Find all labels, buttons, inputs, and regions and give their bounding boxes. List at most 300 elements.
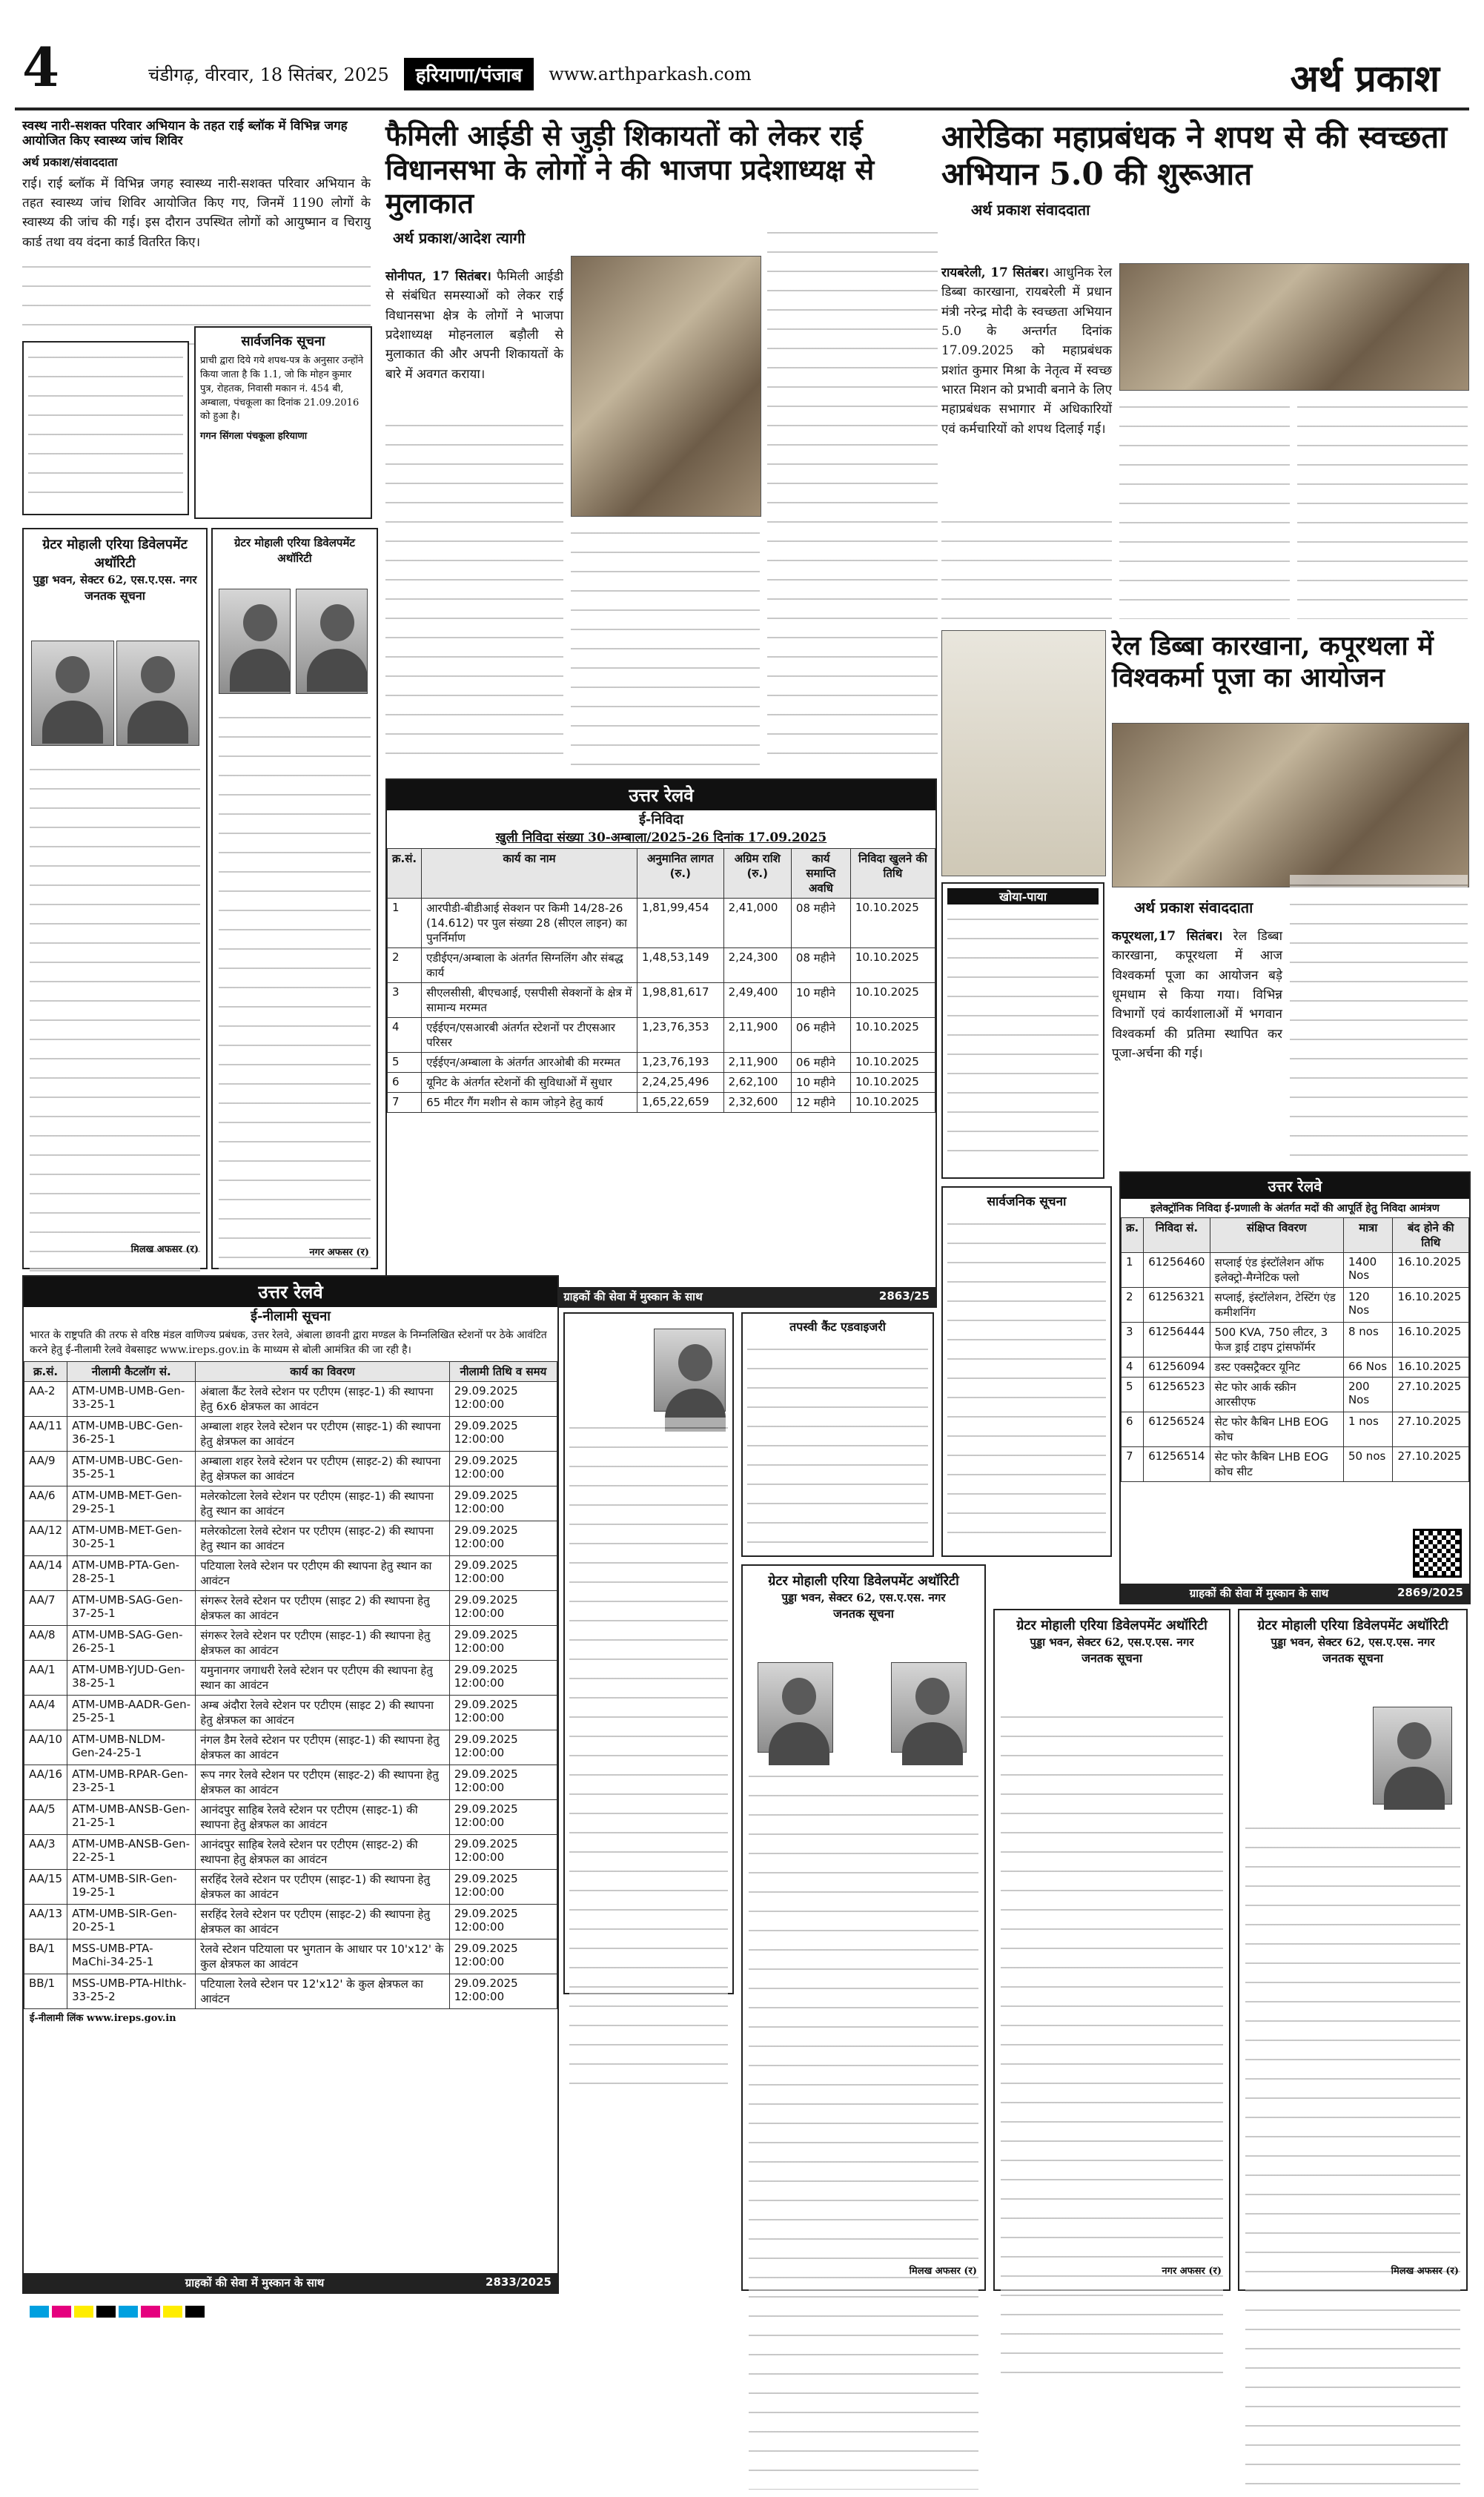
story-vishwakarma-byline: अर्थ प्रकाश संवाददाता	[1134, 899, 1253, 916]
table-row	[1122, 1412, 1469, 1447]
table-cell: 2	[388, 948, 422, 983]
rail-tender-mid-subheader: ई-निविदा	[639, 812, 683, 827]
table-cell: AA/4	[24, 1695, 67, 1730]
print-color-bar	[30, 2306, 205, 2318]
table-row	[1122, 1357, 1469, 1378]
table-cell: 29.09.2025 12:00:00	[449, 1730, 557, 1765]
table-row	[24, 1660, 557, 1695]
table-cell: 1	[388, 899, 422, 948]
table-cell: 29.09.2025 12:00:00	[449, 1416, 557, 1451]
notice-photo-ad	[941, 630, 1106, 876]
table-row	[388, 948, 935, 983]
rail-auction-footer	[24, 2273, 557, 2292]
table-row	[24, 1555, 557, 1590]
table-cell: 5	[388, 1053, 422, 1073]
notice-column-filler	[569, 1418, 728, 2097]
gmada-title: ग्रेटर मोहाली एरिया डिवेलपमेंट अथॉरिटी	[234, 536, 355, 565]
table-cell: सीएलसीसी, बीएचआई, एसपीसी सेक्शनों के क्षेत्र में सामान्य मरम्मत	[422, 983, 637, 1018]
advisory-title: तपस्वी कैंट एडवाइजरी	[789, 1320, 886, 1334]
table-cell: AA/5	[24, 1799, 67, 1834]
signature: मिलख अफसर (र)	[909, 2266, 977, 2278]
table-cell: 08 महीने	[791, 899, 850, 948]
story-left-byline: अर्थ प्रकाश/संवाददाता	[22, 154, 118, 169]
table-cell: 10.10.2025	[850, 1093, 935, 1113]
table-cell: 65 मीटर गैंग मशीन से काम जोड़ने हेतु कार्य	[422, 1093, 637, 1113]
table-cell: 1,65,22,659	[637, 1093, 723, 1113]
masthead	[148, 59, 752, 89]
table-header-cell: अग्रिम राशि (रु.)	[723, 849, 791, 899]
table-cell: रेलवे स्टेशन पटियाला पर भुगतान के आधार पर 10'x12' के कुल क्षेत्रफल का आवंटन	[196, 1939, 449, 1974]
story-family-id-headline: फैमिली आईडी से जुड़ी शिकायतों को लेकर राई विधानसभा के लोगों ने की भाजपा प्रदेशाध्यक्ष से मुलाकात	[385, 119, 875, 220]
table-cell: 2,24,300	[723, 948, 791, 983]
table-row	[24, 1730, 557, 1765]
table-cell: 27.10.2025	[1393, 1412, 1469, 1447]
public-notice-title: सार्वजनिक सूचना	[241, 334, 325, 349]
story-vishwakarma-text: रेल डिब्बा कारखाना, कपूरथला में आज विश्वकर्मा पूजा का आयोजन बड़े धूमधाम से किया गया। विभिन्न विभागों एवं कार्यशालाओं में भगवान विश्वकर्मा की प्रतिमा स्थापित कर पूजा-अर्चना की गई।	[1112, 929, 1283, 1062]
rail-auction-intro: भारत के राष्ट्रपति की तरफ से वरिष्ठ मंडल वाणिज्य प्रबंधक, उत्तर रेलवे, अंबाला छावनी द्वारा मण्डल के निम्नलिखित स्टेशनों पर ठेके आवंटित करने हेतु ई-नीलामी रेलवे वेबसाइट www.ireps.gov.in के माध्यम से बोली आमंत्रित की जा रही है।	[30, 1329, 547, 1357]
avatar	[31, 641, 114, 746]
table-cell: ATM-UMB-ANSB-Gen-21-25-1	[67, 1799, 196, 1834]
table-cell: 06 महीने	[791, 1018, 850, 1053]
story-family-id-filler	[571, 523, 760, 771]
table-header-cell: मात्रा	[1343, 1218, 1393, 1253]
table-row	[1122, 1288, 1469, 1323]
story-swachhta	[941, 119, 1468, 219]
table-row	[24, 1799, 557, 1834]
table-row	[1122, 1253, 1469, 1288]
avatar	[296, 589, 368, 694]
table-row	[24, 1695, 557, 1730]
gmada-notice-4	[993, 1609, 1230, 2291]
table-cell: AA/16	[24, 1765, 67, 1799]
table-row	[388, 983, 935, 1018]
story-swachhta-dateline: रायबरेली, 17 सितंबर।	[941, 265, 1049, 280]
table-cell: 2,24,25,496	[637, 1073, 723, 1093]
table-cell: 2,11,900	[723, 1053, 791, 1073]
table-row	[24, 1625, 557, 1660]
table-cell: 16.10.2025	[1393, 1253, 1469, 1288]
table-row	[24, 1590, 557, 1625]
table-cell: 1400 Nos	[1343, 1253, 1393, 1288]
table-cell: 2,62,100	[723, 1073, 791, 1093]
table-cell: पटियाला रेलवे स्टेशन पर 12'x12' के कुल क्षेत्रफल का आवंटन	[196, 1974, 449, 2008]
gmada-notice-label: जनतक सूचना	[833, 1607, 894, 1621]
table-cell: ATM-UMB-UBC-Gen-36-25-1	[67, 1416, 196, 1451]
story-family-id-filler	[767, 222, 938, 771]
table-cell: 2	[1122, 1288, 1144, 1323]
rail-tender-mid	[385, 778, 937, 1308]
notice-column-mid	[563, 1312, 734, 1994]
table-row	[24, 1939, 557, 1974]
table-cell: आनंदपुर साहिब रेलवे स्टेशन पर एटीएम (साइट-2) की स्थापना हेतु क्षेत्रफल का आवंटन	[196, 1834, 449, 1869]
table-header-cell: नीलामी कैटलॉग सं.	[67, 1361, 196, 1381]
table-cell: रूप नगर रेलवे स्टेशन पर एटीएम (साइट-2) की स्थापना हेतु क्षेत्रफल का आवंटन	[196, 1765, 449, 1799]
table-row	[24, 1869, 557, 1904]
table-cell: नंगल डैम रेलवे स्टेशन पर एटीएम (साइट-1) की स्थापना हेतु क्षेत्रफल का आवंटन	[196, 1730, 449, 1765]
gmada-title: ग्रेटर मोहाली एरिया डिवेलपमेंट अथॉरिटी	[1257, 1618, 1448, 1633]
table-cell: ATM-UMB-PTA-Gen-28-25-1	[67, 1555, 196, 1590]
footer-text: ग्राहकों की सेवा में मुस्कान के साथ	[185, 2276, 325, 2289]
table-row	[388, 899, 935, 948]
table-cell: 61256321	[1144, 1288, 1210, 1323]
rail-tender-mid-header: उत्तर रेलवे	[387, 780, 935, 810]
table-row	[1122, 1323, 1469, 1357]
table-cell: यूनिट के अंतर्गत स्टेशनों की सुविधाओं में सुधार	[422, 1073, 637, 1093]
table-cell: 29.09.2025 12:00:00	[449, 1799, 557, 1834]
rail-auction-table	[24, 1361, 557, 2009]
section-tag: हरियाणा/पंजाब	[404, 58, 534, 90]
story-family-id-photo	[571, 256, 761, 517]
gmada-notice-filler	[749, 1766, 978, 2490]
table-cell: ATM-UMB-MET-Gen-30-25-1	[67, 1521, 196, 1555]
table-cell: ATM-UMB-SIR-Gen-19-25-1	[67, 1869, 196, 1904]
table-cell: AA-2	[24, 1381, 67, 1416]
table-cell: 200 Nos	[1343, 1378, 1393, 1412]
table-cell: AA/11	[24, 1416, 67, 1451]
gmada-sub: पुड्डा भवन, सेक्टर 62, एस.ए.एस. नगर	[1271, 1636, 1435, 1650]
story-family-id-body	[385, 267, 563, 384]
table-cell: पटियाला रेलवे स्टेशन पर एटीएम की स्थापना हेतु स्थान का आवंटन	[196, 1555, 449, 1590]
table-cell: 2,32,600	[723, 1093, 791, 1113]
footer-text: ग्राहकों की सेवा में मुस्कान के साथ	[563, 1290, 703, 1303]
page-number: 4	[22, 36, 60, 99]
signature: नगर अफसर (र)	[1162, 2266, 1222, 2278]
avatar	[116, 641, 199, 746]
table-cell: 29.09.2025 12:00:00	[449, 1834, 557, 1869]
gmada-notice-filler	[1245, 1818, 1460, 2497]
table-cell: BB/1	[24, 1974, 67, 2008]
table-cell: 29.09.2025 12:00:00	[449, 1451, 557, 1486]
table-cell: 61256524	[1144, 1412, 1210, 1447]
story-vishwakarma-photo	[1112, 723, 1469, 887]
rail-tender-mid-title: खुली निविदा संख्या 30-अम्बाला/2025-26 दिनांक 17.09.2025	[495, 830, 827, 845]
table-cell: यमुनानगर जगाधरी रेलवे स्टेशन पर एटीएम की स्थापना हेतु स्थान का आवंटन	[196, 1660, 449, 1695]
avatar	[1373, 1707, 1452, 1805]
table-cell: 10.10.2025	[850, 1018, 935, 1053]
table-cell: सेट फोर कैबिन LHB EOG कोच सीट	[1210, 1447, 1343, 1482]
qr-code-icon	[1413, 1529, 1462, 1578]
table-header-cell: कार्य का नाम	[422, 849, 637, 899]
table-cell: ATM-UMB-UBC-Gen-35-25-1	[67, 1451, 196, 1486]
table-cell: ATM-UMB-SIR-Gen-20-25-1	[67, 1904, 196, 1939]
table-cell: 7	[1122, 1447, 1144, 1482]
table-cell: 6	[1122, 1412, 1144, 1447]
table-cell: 50 nos	[1343, 1447, 1393, 1482]
table-cell: BA/1	[24, 1939, 67, 1974]
table-cell: AA/1	[24, 1660, 67, 1695]
table-cell: 12 महीने	[791, 1093, 850, 1113]
avatar	[891, 1662, 967, 1753]
table-cell: 1,48,53,149	[637, 948, 723, 983]
table-cell: ATM-UMB-AADR-Gen-25-25-1	[67, 1695, 196, 1730]
story-left-headline: स्वस्थ नारी-सशक्त परिवार अभियान के तहत राई ब्लॉक में विभिन्न जगह आयोजित किए स्वास्थ्य जांच शिविर	[22, 119, 348, 149]
table-cell: एईईएन/अम्बाला के अंतर्गत आरओबी की मरम्मत	[422, 1053, 637, 1073]
table-cell: 7	[388, 1093, 422, 1113]
table-cell: AA/12	[24, 1521, 67, 1555]
table-cell: AA/10	[24, 1730, 67, 1765]
table-row	[24, 1904, 557, 1939]
signature: मिलख अफसर (र)	[1391, 2266, 1459, 2278]
story-family-id-dateline: सोनीपत, 17 सितंबर।	[385, 269, 491, 284]
lost-found-box	[941, 882, 1104, 1179]
table-row	[24, 1765, 557, 1799]
public-notice-right	[941, 1186, 1112, 1557]
story-family-id-byline: अर्थ प्रकाश/आदेश त्यागी	[393, 228, 526, 247]
story-vishwakarma-dateline: कपूरथला,17 सितंबर।	[1112, 929, 1223, 944]
table-cell: 29.09.2025 12:00:00	[449, 1765, 557, 1799]
rail-tender-right-footer	[1121, 1584, 1469, 1603]
story-vishwakarma-headline: रेल डिब्बा कारखाना, कपूरथला में विश्वकर्मा पूजा का आयोजन	[1112, 630, 1434, 694]
table-cell: 4	[388, 1018, 422, 1053]
story-family-id-text: फैमिली आईडी से संबंधित समस्याओं को लेकर राई विधानसभा क्षेत्र के लोगों ने भाजपा प्रदेशाध्यक्ष मोहनलाल बड़ौली से मुलाकात की और अपनी शिकायतों के बारे में अवगत कराया।	[385, 269, 563, 382]
rail-tender-right	[1119, 1171, 1471, 1604]
public-notice-right-title: सार्वजनिक सूचना	[987, 1194, 1067, 1209]
table-cell: ATM-UMB-SAG-Gen-37-25-1	[67, 1590, 196, 1625]
story-swachhta-byline: अर्थ प्रकाश संवाददाता	[971, 200, 1090, 219]
table-cell: संगरूर रेलवे स्टेशन पर एटीएम (साइट 2) की स्थापना हेतु क्षेत्रफल का आवंटन	[196, 1590, 449, 1625]
table-cell: मलेरकोटला रेलवे स्टेशन पर एटीएम (साइट-1) की स्थापना हेतु स्थान का आवंटन	[196, 1486, 449, 1521]
gmada-sub: पुड्डा भवन, सेक्टर 62, एस.ए.एस. नगर	[33, 573, 197, 587]
table-cell: 29.09.2025 12:00:00	[449, 1904, 557, 1939]
table-cell: AA/9	[24, 1451, 67, 1486]
table-cell: 2,49,400	[723, 983, 791, 1018]
table-cell: 08 महीने	[791, 948, 850, 983]
table-cell: AA/15	[24, 1869, 67, 1904]
story-left-body	[22, 174, 371, 252]
table-cell: सरहिंद रेलवे स्टेशन पर एटीएम (साइट-2) की स्थापना हेतु क्षेत्रफल का आवंटन	[196, 1904, 449, 1939]
table-cell: 66 Nos	[1343, 1357, 1393, 1378]
story-vishwakarma-filler	[1290, 875, 1468, 1164]
table-row	[388, 1018, 935, 1053]
gmada-notice-3	[741, 1564, 986, 2291]
table-row	[388, 1053, 935, 1073]
footer-code: 2833/2025	[486, 2275, 551, 2289]
story-left-paragraph: राई। राई ब्लॉक में विभिन्न जगह स्वास्थ्य नारी-सशक्त परिवार अभियान के तहत स्वास्थ्य जांच शिविर आयोजित किए गए, जिनमें 1190 लोगों के स्वास्थ्य की जांच की गई। इस दौरान उपस्थित लोगों को आयुष्मान व चिरायु कार्ड तथा वय वंदना कार्ड वितरित किए।	[22, 176, 371, 250]
table-cell: 1,98,81,617	[637, 983, 723, 1018]
table-cell: 29.09.2025 12:00:00	[449, 1625, 557, 1660]
avatar	[654, 1329, 726, 1412]
table-row	[24, 1521, 557, 1555]
table-cell: ATM-UMB-ANSB-Gen-22-25-1	[67, 1834, 196, 1869]
table-header-cell: क्र.सं.	[24, 1361, 67, 1381]
table-cell: सरहिंद रेलवे स्टेशन पर एटीएम (साइट-1) की स्थापना हेतु क्षेत्रफल का आवंटन	[196, 1869, 449, 1904]
table-cell: MSS-UMB-PTA-Hlthk-33-25-2	[67, 1974, 196, 2008]
table-cell: सेट फोर कैबिन LHB EOG कोच	[1210, 1412, 1343, 1447]
table-cell: 61256460	[1144, 1253, 1210, 1288]
table-cell: आरपीडी-बीडीआई सेक्शन पर किमी 14/28-26 (14.612) पर पुल संख्या 28 (सीएल लाइन) का पुनर्निर्माण	[422, 899, 637, 948]
table-cell: 3	[1122, 1323, 1144, 1357]
table-cell: 500 KVA, 750 लीटर, 3 फेज ड्राई टाइप ट्रांसफॉर्मर	[1210, 1323, 1343, 1357]
table-cell: 29.09.2025 12:00:00	[449, 1521, 557, 1555]
table-cell: 29.09.2025 12:00:00	[449, 1555, 557, 1590]
table-cell: 29.09.2025 12:00:00	[449, 1590, 557, 1625]
brand-logo: अर्थ प्रकाश	[1290, 56, 1440, 100]
public-notice-right-filler	[947, 1214, 1106, 1540]
public-notice-footer: गगन सिंगला पंचकूला हरियाणा	[200, 431, 308, 443]
table-row	[24, 1451, 557, 1486]
table-header-cell: क्र.	[1122, 1218, 1144, 1253]
story-swachhta-photo	[1119, 263, 1469, 391]
table-row	[388, 1093, 935, 1113]
table-cell: 1 nos	[1343, 1412, 1393, 1447]
table-cell: ATM-UMB-RPAR-Gen-23-25-1	[67, 1765, 196, 1799]
table-row	[24, 1381, 557, 1416]
dateline: चंडीगढ़, वीरवार, 18 सितंबर, 2025	[148, 64, 389, 85]
footer-text: ग्राहकों की सेवा में मुस्कान के साथ	[1189, 1587, 1329, 1600]
table-cell: अम्बाला शहर रेलवे स्टेशन पर एटीएम (साइट-1) की स्थापना हेतु क्षेत्रफल का आवंटन	[196, 1416, 449, 1451]
table-header-cell: कार्य समाप्ति अवधि	[791, 849, 850, 899]
table-cell: 10.10.2025	[850, 899, 935, 948]
table-cell: ATM-UMB-UMB-Gen-33-25-1	[67, 1381, 196, 1416]
story-swachhta-filler	[1297, 397, 1468, 619]
table-cell: 29.09.2025 12:00:00	[449, 1695, 557, 1730]
table-cell: 16.10.2025	[1393, 1288, 1469, 1323]
table-cell: 29.09.2025 12:00:00	[449, 1869, 557, 1904]
table-cell: 27.10.2025	[1393, 1378, 1469, 1412]
table-cell: 1	[1122, 1253, 1144, 1288]
table-header-cell: नीलामी तिथि व समय	[449, 1361, 557, 1381]
table-cell: 3	[388, 983, 422, 1018]
table-cell: 120 Nos	[1343, 1288, 1393, 1323]
table-cell: 29.09.2025 12:00:00	[449, 1486, 557, 1521]
table-cell: 2,41,000	[723, 899, 791, 948]
rail-auction-note: ई-नीलामी लिंक www.ireps.gov.in	[30, 2012, 176, 2024]
table-cell: 10.10.2025	[850, 1053, 935, 1073]
rail-auction-header: उत्तर रेलवे	[24, 1277, 557, 1307]
gmada-notice-1	[22, 528, 208, 1269]
table-cell: 29.09.2025 12:00:00	[449, 1939, 557, 1974]
table-cell: 5	[1122, 1378, 1144, 1412]
notice-box-small	[22, 341, 189, 515]
table-header-cell: संक्षिप्त विवरण	[1210, 1218, 1343, 1253]
table-cell: 1,23,76,353	[637, 1018, 723, 1053]
story-swachhta-headline: आरेडिका महाप्रबंधक ने शपथ से की स्वच्छता अभियान 5.0 की शुरूआत	[941, 119, 1448, 193]
gmada-notice-2	[211, 528, 378, 1269]
lost-found-filler	[947, 909, 1099, 1161]
table-header-cell: निविदा खुलने की तिथि	[850, 849, 935, 899]
story-swachhta-text: आधुनिक रेल डिब्बा कारखाना, रायबरेली में प्रधान मंत्री नरेन्द्र मोदी के स्वच्छता अभियान 5.0 के अन्तर्गत दिनांक 17.09.2025 को महाप्रबंधक प्रशांत कुमार मिश्रा के नेतृत्व में स्वच्छ भारत मिशन को प्रभावी बनाने के लिए महाप्रबंधक सभागार में अधिकारियों एवं कर्मचारियों को शपथ दिलाई गई।	[941, 265, 1113, 437]
table-cell: 61256094	[1144, 1357, 1210, 1378]
table-header-cell: अनुमानित लागत (रु.)	[637, 849, 723, 899]
story-swachhta-filler	[941, 512, 1112, 619]
table-cell: 29.09.2025 12:00:00	[449, 1381, 557, 1416]
table-cell: AA/3	[24, 1834, 67, 1869]
table-row	[1122, 1378, 1469, 1412]
table-cell: 2,11,900	[723, 1018, 791, 1053]
gmada-title: ग्रेटर मोहाली एरिया डिवेलपमेंट अथॉरिटी	[42, 537, 188, 572]
footer-code: 2869/2025	[1397, 1586, 1463, 1599]
table-cell: 8 nos	[1343, 1323, 1393, 1357]
lost-found-title: खोया-पाया	[947, 888, 1099, 904]
table-cell: 27.10.2025	[1393, 1447, 1469, 1482]
rail-tender-right-title: इलेक्ट्रॉनिक निविदा ई-प्रणाली के अंतर्गत मदों की आपूर्ति हेतु निविदा आमंत्रण	[1150, 1203, 1440, 1214]
story-left	[22, 119, 371, 345]
story-vishwakarma-body	[1112, 927, 1282, 1063]
table-row	[388, 1073, 935, 1093]
rail-tender-right-table	[1121, 1217, 1469, 1482]
table-cell: ATM-UMB-SAG-Gen-26-25-1	[67, 1625, 196, 1660]
table-header-cell: क्र.सं.	[388, 849, 422, 899]
story-family-id-filler	[385, 415, 563, 771]
rail-tender-right-header: उत्तर रेलवे	[1121, 1173, 1469, 1199]
website[interactable]: www.arthparkash.com	[549, 64, 752, 85]
public-notice-box	[194, 326, 372, 519]
table-cell: सप्लाई एंड इंस्टॉलेशन ऑफ इलेक्ट्रो-मैग्नेटिक फ्लो	[1210, 1253, 1343, 1288]
table-cell: अम्ब अंदौरा रेलवे स्टेशन पर एटीएम (साइट 2) की स्थापना हेतु क्षेत्रफल का आवंटन	[196, 1695, 449, 1730]
signature: मिलख अफसर (र)	[130, 1244, 199, 1256]
table-header-cell: निविदा सं.	[1144, 1218, 1210, 1253]
table-cell: 61256523	[1144, 1378, 1210, 1412]
gmada-title: ग्रेटर मोहाली एरिया डिवेलपमेंट अथॉरिटी	[1016, 1618, 1208, 1633]
advisory-box	[741, 1312, 934, 1557]
table-cell: अम्बाला शहर रेलवे स्टेशन पर एटीएम (साइट-2) की स्थापना हेतु क्षेत्रफल का आवंटन	[196, 1451, 449, 1486]
table-row	[24, 1416, 557, 1451]
table-cell: AA/13	[24, 1904, 67, 1939]
gmada-notice-label: जनतक सूचना	[85, 589, 145, 603]
story-swachhta-body	[941, 263, 1112, 439]
rail-tender-mid-table	[387, 848, 935, 1113]
story-vishwakarma	[1112, 630, 1468, 694]
gmada-sub: पुड्डा भवन, सेक्टर 62, एस.ए.एस. नगर	[1030, 1636, 1194, 1650]
table-cell: AA/7	[24, 1590, 67, 1625]
table-cell: MSS-UMB-PTA-MaChi-34-25-1	[67, 1939, 196, 1974]
table-cell: एडीईएन/अम्बाला के अंतर्गत सिग्नलिंग और संबद्ध कार्य	[422, 948, 637, 983]
table-cell: एईईएन/एसआरबी अंतर्गत स्टेशनों पर टीएसआर परिसर	[422, 1018, 637, 1053]
table-cell: ATM-UMB-NLDM-Gen-24-25-1	[67, 1730, 196, 1765]
story-swachhta-filler	[1119, 397, 1290, 619]
table-cell: 29.09.2025 12:00:00	[449, 1660, 557, 1695]
signature: नगर अफसर (र)	[309, 1247, 369, 1259]
footer-code: 2863/25	[878, 1289, 930, 1303]
table-cell: सेट फोर आर्क स्क्रीन आरसीएफ	[1210, 1378, 1343, 1412]
table-cell: अंबाला कैंट रेलवे स्टेशन पर एटीएम (साइट-1) की स्थापना हेतु 6x6 क्षेत्रफल का आवंटन	[196, 1381, 449, 1416]
gmada-sub: पुड्डा भवन, सेक्टर 62, एस.ए.एस. नगर	[781, 1591, 946, 1605]
masthead-rule	[15, 108, 1469, 110]
public-notice-text: प्राची द्वारा दिये गये शपथ-पत्र के अनुसार उन्होंने किया जाता है कि 1.1, जो कि मोहन कुमार पुत्र, रोहतक, निवासी मकान नं. 454 बी, अम्बाला, पंचकूला का दिनांक 21.09.2016 को हुआ है।	[200, 355, 364, 423]
table-row	[24, 1486, 557, 1521]
table-cell: 61256514	[1144, 1447, 1210, 1482]
table-cell: मलेरकोटला रेलवे स्टेशन पर एटीएम (साइट-2) की स्थापना हेतु स्थान का आवंटन	[196, 1521, 449, 1555]
notice-filler	[28, 347, 183, 509]
table-cell: 10.10.2025	[850, 983, 935, 1018]
table-cell: AA/14	[24, 1555, 67, 1590]
table-header-cell: बंद होने की तिथि	[1393, 1218, 1469, 1253]
gmada-title: ग्रेटर मोहाली एरिया डिवेलपमेंट अथॉरिटी	[768, 1573, 959, 1589]
gmada-notice-label: जनतक सूचना	[1322, 1651, 1383, 1666]
gmada-notice-5	[1238, 1609, 1468, 2291]
table-row	[24, 1834, 557, 1869]
rail-auction	[22, 1275, 559, 2294]
table-cell: 16.10.2025	[1393, 1323, 1469, 1357]
table-cell: 06 महीने	[791, 1053, 850, 1073]
table-cell: 10 महीने	[791, 1073, 850, 1093]
table-cell: AA/8	[24, 1625, 67, 1660]
table-cell: 4	[1122, 1357, 1144, 1378]
table-cell: 10.10.2025	[850, 948, 935, 983]
table-cell: 16.10.2025	[1393, 1357, 1469, 1378]
avatar	[219, 589, 291, 694]
table-cell: संगरूर रेलवे स्टेशन पर एटीएम (साइट-1) की स्थापना हेतु क्षेत्रफल का आवंटन	[196, 1625, 449, 1660]
gmada-notice-filler	[1001, 1707, 1223, 2386]
table-cell: 1,23,76,193	[637, 1053, 723, 1073]
table-cell: 6	[388, 1073, 422, 1093]
table-cell: 29.09.2025 12:00:00	[449, 1974, 557, 2008]
advisory-filler	[747, 1339, 928, 1543]
table-cell: सप्लाई, इंस्टॉलेशन, टेस्टिंग एंड कमीशनिंग	[1210, 1288, 1343, 1323]
table-row	[1122, 1447, 1469, 1482]
table-cell: AA/6	[24, 1486, 67, 1521]
table-cell: 10 महीने	[791, 983, 850, 1018]
